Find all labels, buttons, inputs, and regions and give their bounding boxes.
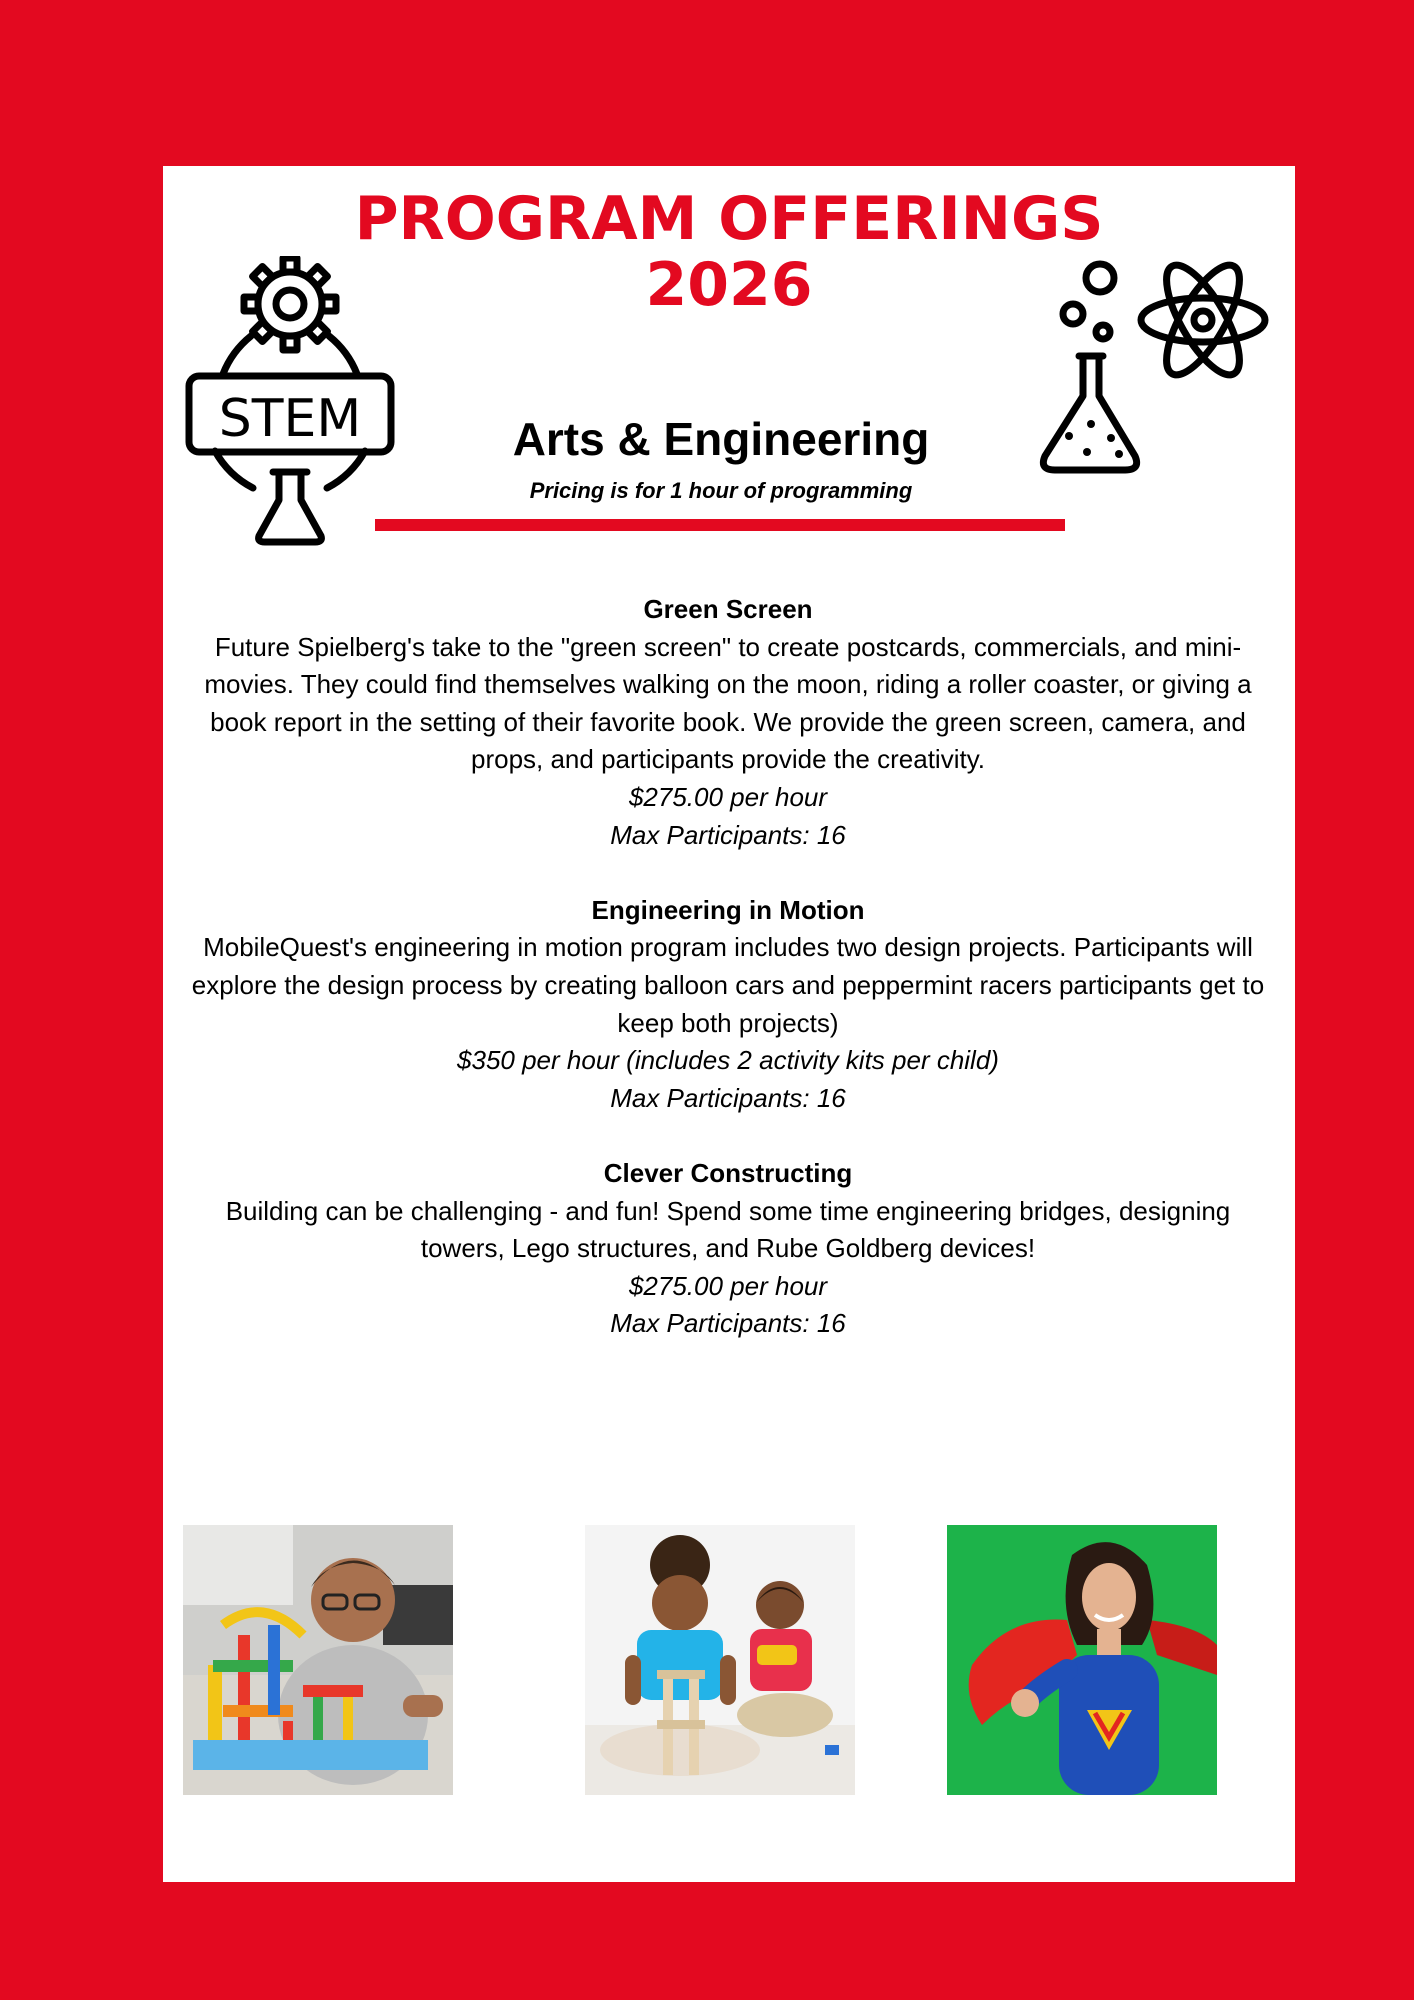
- section-subtitle: Arts & Engineering: [512, 413, 930, 465]
- photo-boy-building: [183, 1525, 453, 1795]
- program-price: $275.00 per hour: [628, 781, 828, 812]
- stem-gear-sign-icon: [183, 256, 397, 546]
- photo-green-screen-superhero: [947, 1525, 1217, 1795]
- program-description: Building can be challenging - and fun! Spend some time engineering bridges, designing towers, Lego structures, and Rube Goldberg devices!: [225, 1195, 1231, 1264]
- program-clever-constructing: [188, 1155, 1268, 1343]
- program-name: Green Screen: [643, 594, 813, 624]
- pricing-note: Pricing is for 1 hour of programming: [529, 478, 913, 503]
- science-atom-flask-icon: [1033, 256, 1273, 486]
- program-green-screen: [188, 591, 1268, 854]
- offerings-card: [163, 166, 1295, 1882]
- photo-kids-blocks: [585, 1525, 855, 1795]
- title-line-1: PROGRAM OFFERINGS: [354, 184, 1104, 254]
- program-max-participants: Max Participants: 16: [610, 1308, 846, 1339]
- program-max-participants: Max Participants: 16: [610, 819, 846, 850]
- program-price: $275.00 per hour: [628, 1270, 828, 1301]
- program-description: MobileQuest's engineering in motion program includes two design projects. Participants will explore the design process by creating balloon cars and peppermint racers participants get to keep both projects): [191, 932, 1265, 1038]
- program-list: [188, 591, 1268, 1380]
- title-line-2: 2026: [645, 250, 813, 320]
- program-max-participants: Max Participants: 16: [610, 1082, 846, 1113]
- program-name: Engineering in Motion: [591, 894, 865, 925]
- program-engineering-in-motion: [188, 892, 1268, 1118]
- program-description: Future Spielberg's take to the "green screen" to create postcards, commercials, and mini-movies. They could find themselves walking on the moon, riding a roller coaster, or giving a book report in the setting of their favorite book. We provide the green screen, camera, and props, and participants provide the creativity.: [204, 631, 1252, 775]
- svg-text:STEM: STEM: [218, 389, 362, 449]
- program-name: Clever Constructing: [603, 1157, 853, 1188]
- program-price: $350 per hour (includes 2 activity kits per child): [457, 1045, 999, 1076]
- divider: [375, 519, 1065, 531]
